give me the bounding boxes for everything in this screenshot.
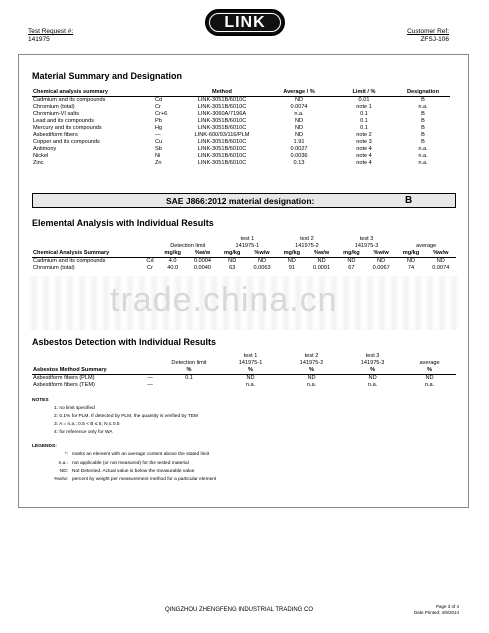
material-row — [32, 125, 450, 132]
asbestos-cell: 0.1 — [185, 375, 193, 381]
material-cell: LINK-3051B/6010C — [197, 139, 247, 145]
material-row — [32, 118, 450, 125]
material-cell: B — [421, 118, 425, 124]
ad-unit-cell: % — [281, 367, 342, 375]
watermark: trade.china.cn — [110, 281, 338, 319]
material-cell: note 3 — [356, 139, 372, 145]
ad-test-header: test 3 — [365, 353, 380, 359]
link-logo — [205, 9, 285, 36]
elemental-cell: 40.0 — [167, 265, 179, 271]
material-row — [32, 146, 450, 153]
legends-block — [32, 443, 216, 484]
note-text: A = n.a.; 0.5 < B ≤ 5; N ≤ 0.5 — [59, 422, 120, 427]
material-cell: Chromium (total) — [33, 104, 75, 110]
ad-unit-cell: Asbestos Method Summary — [32, 367, 142, 375]
elemental-cell: ND — [257, 258, 267, 264]
ea-units-row — [32, 250, 456, 258]
material-cell: LINK-3051B/6010C — [197, 104, 247, 110]
elemental-row — [32, 265, 456, 272]
note-item — [32, 429, 198, 437]
material-row — [32, 153, 450, 160]
elemental-analysis-table — [32, 236, 456, 272]
elemental-cell: 0.0074 — [432, 265, 450, 271]
ea-average-label: average — [416, 243, 437, 249]
legend-text: Not Detected. Actual value is below the measurable value — [72, 468, 195, 474]
elemental-cell: 0.0067 — [372, 265, 390, 271]
col-header — [154, 89, 178, 97]
ad-unit-cell: % — [158, 367, 220, 375]
material-cell: LINK-3051B/6010C — [197, 118, 247, 124]
ea-unit-cell: mg/kg — [337, 250, 366, 258]
ad-test-id-row — [32, 360, 456, 367]
material-cell: n.a. — [418, 146, 428, 152]
ea-test-header: test 3 — [359, 236, 374, 242]
material-row — [32, 132, 450, 139]
sae-designation-box — [32, 193, 456, 208]
ea-test-id-row — [32, 243, 456, 250]
material-row — [32, 160, 450, 167]
ad-average-label: average — [419, 360, 440, 366]
material-cell: Nickel — [33, 153, 49, 159]
asbestos-cell: n.a. — [367, 382, 378, 388]
asbestos-table — [32, 353, 456, 389]
material-cell: LINK-3051B/6010C — [197, 97, 247, 103]
elemental-cell: ND — [347, 258, 356, 264]
material-cell: Hg — [155, 125, 163, 131]
elemental-analysis-title: Elemental Analysis with Individual Results — [32, 218, 214, 228]
asbestos-cell: ND — [307, 375, 316, 381]
ad-test-id: 141975-3 — [360, 360, 385, 366]
legend-text: percent by weight per measurement method for a particular element — [72, 477, 217, 483]
material-cell: 0.0027 — [290, 146, 308, 152]
material-cell: 0.1 — [360, 125, 368, 131]
note-key: 4: — [54, 430, 59, 435]
ea-test-id: 141975-1 — [235, 243, 260, 249]
asbestos-cell: ND — [246, 375, 255, 381]
material-cell: n.a. — [418, 104, 428, 110]
legend-item — [32, 451, 216, 459]
material-cell: Sb — [155, 146, 162, 152]
ad-test-header: test 1 — [243, 353, 258, 359]
legend-item — [32, 468, 216, 476]
sae-designation-label: SAE J866:2012 material designation: — [166, 196, 315, 206]
material-row — [32, 139, 450, 146]
legend-item — [32, 476, 216, 484]
material-cell: n.a. — [294, 111, 304, 117]
material-row — [32, 111, 450, 118]
material-cell: Chromium-VI salts — [33, 111, 80, 117]
elemental-cell: Cd — [146, 258, 154, 264]
material-cell: 0.1 — [360, 118, 368, 124]
material-cell: 0.0074 — [290, 104, 308, 110]
col-header: Designation — [396, 89, 450, 97]
material-cell: Mercury and its compounds — [33, 125, 102, 131]
asbestos-row — [32, 375, 456, 383]
material-cell: Cr — [155, 104, 161, 110]
asbestos-cell: ND — [425, 375, 434, 381]
logo-ring — [209, 13, 281, 32]
customer-ref-value: ZFSJ-106 — [420, 36, 449, 43]
material-cell: — — [155, 132, 161, 138]
note-key: 3: — [54, 422, 59, 427]
material-cell: note 1 — [356, 104, 372, 110]
note-text: for reference only for WA — [59, 430, 113, 435]
material-cell: note 4 — [356, 160, 372, 166]
elemental-cell: ND — [436, 258, 445, 264]
customer-ref-block — [407, 28, 449, 44]
ea-unit-cell — [142, 250, 158, 258]
ad-test-header-row — [32, 353, 456, 360]
legend-key: n.a.: — [58, 460, 68, 466]
note-item — [32, 413, 198, 421]
ad-test-id: 141975-2 — [299, 360, 324, 366]
material-row — [32, 104, 450, 111]
elemental-cell: 91 — [288, 265, 295, 271]
elemental-cell: Cadmium and its compounds — [33, 258, 106, 264]
footer-meta — [414, 604, 459, 616]
ad-unit-cell: % — [220, 367, 281, 375]
material-cell: 0.1 — [360, 111, 368, 117]
elemental-cell: 4.0 — [168, 258, 177, 264]
ea-unit-cell: %w/w — [247, 250, 277, 258]
asbestos-cell: — — [147, 375, 153, 381]
asbestos-cell: n.a. — [424, 382, 435, 388]
material-cell: ND — [294, 118, 304, 124]
asbestos-title: Asbestos Detection with Individual Results — [32, 337, 217, 347]
ea-unit-cell: Chemical Analysis Summary — [32, 250, 142, 258]
material-cell: Ni — [155, 153, 161, 159]
material-cell: B — [421, 139, 425, 145]
material-cell: note 4 — [356, 146, 372, 152]
legend-key: *: — [64, 452, 68, 458]
col-header: Chemical analysis summary — [32, 89, 154, 97]
test-request-value: 141975 — [28, 36, 50, 43]
material-cell: Asbestiform fibers — [33, 132, 78, 138]
material-cell: LINK-3051B/6010C — [197, 125, 247, 131]
material-cell: note 4 — [356, 153, 372, 159]
legend-item — [32, 460, 216, 468]
material-summary-header-row — [32, 89, 450, 97]
material-cell: n.a. — [418, 160, 428, 166]
elemental-cell: Cr — [147, 265, 153, 271]
material-cell: note 2 — [356, 132, 372, 138]
legend-key: %w/w: — [54, 477, 68, 483]
asbestos-cell: Asbestiform fibers (TEM) — [33, 382, 95, 388]
asbestos-cell: Asbestiform fibers (PLM) — [33, 375, 95, 381]
asbestos-cell: — — [147, 382, 153, 388]
customer-ref-label: Customer Ref: — [407, 28, 449, 35]
ea-test-header: test 1 — [240, 236, 255, 242]
footer-date: Date Printed: 4/9/2014 — [413, 610, 459, 615]
elemental-cell: ND — [287, 258, 296, 264]
asbestos-cell: ND — [368, 375, 377, 381]
material-cell: ND — [294, 97, 304, 103]
asbestos-cell — [158, 382, 220, 389]
note-key: 2: — [54, 414, 59, 419]
ea-unit-cell: mg/kg — [158, 250, 187, 258]
material-cell: B — [421, 111, 425, 117]
elemental-cell: 0.0040 — [193, 265, 211, 271]
note-item — [32, 405, 198, 413]
material-cell: Copper and its compounds — [33, 139, 100, 145]
material-cell: LINK-3060A/7196A — [197, 111, 247, 117]
elemental-row — [32, 258, 456, 266]
material-cell: Antimony — [33, 146, 57, 152]
material-cell: n.a. — [418, 153, 428, 159]
col-header: Method — [178, 89, 266, 97]
ea-test-id: 141975-3 — [354, 243, 379, 249]
test-request-block — [28, 28, 73, 44]
asbestos-row — [32, 382, 456, 389]
material-cell: 0.01 — [358, 97, 370, 103]
material-cell: B — [421, 125, 425, 131]
ea-test-header-row — [32, 236, 456, 243]
material-cell: ND — [294, 132, 304, 138]
legend-text: not applicable (or not measured) for the tested material — [72, 460, 189, 466]
footer-page: Page 3 of 4 — [435, 604, 459, 609]
ea-unit-cell: %w/w — [306, 250, 336, 258]
elemental-cell: 67 — [348, 265, 355, 271]
ad-test-id: 141975-1 — [238, 360, 263, 366]
material-cell: Cd — [155, 97, 163, 103]
material-cell: B — [421, 97, 425, 103]
notes-block — [32, 397, 198, 437]
ad-unit-cell: % — [403, 367, 456, 375]
ea-unit-cell: %w/w — [426, 250, 456, 258]
material-cell: LINK-3051B/6010C — [197, 153, 247, 159]
ea-test-header: test 2 — [300, 236, 314, 242]
ea-test-id: 141975-2 — [295, 243, 319, 249]
ea-unit-cell: %w/w — [187, 250, 217, 258]
ea-unit-cell: mg/kg — [277, 250, 306, 258]
ad-test-header: test 2 — [304, 353, 319, 359]
material-cell: LINK-600/93/116/PLM — [194, 132, 250, 138]
material-cell: ND — [294, 125, 304, 131]
asbestos-cell: n.a. — [245, 382, 256, 388]
ea-unit-cell: mg/kg — [396, 250, 425, 258]
material-cell: Zinc — [33, 160, 44, 166]
elemental-cell: 63 — [229, 265, 236, 271]
material-summary-title: Material Summary and Designation — [32, 71, 183, 81]
ad-units-row — [32, 367, 456, 375]
material-cell: Cu — [155, 139, 163, 145]
material-row — [32, 97, 450, 105]
material-cell: Cadmium and its compounds — [33, 97, 106, 103]
notes-title: NOTES — [32, 398, 49, 403]
material-cell: 1.91 — [293, 139, 305, 145]
elemental-cell: ND — [317, 258, 326, 264]
elemental-cell: 0.0063 — [253, 265, 271, 271]
material-cell: 0.0036 — [290, 153, 308, 159]
legend-text: marks an element with an average content above the stated limit — [72, 452, 210, 458]
material-cell: Lead and its compounds — [33, 118, 94, 124]
material-cell: B — [421, 132, 425, 138]
material-cell: Pb — [155, 118, 162, 124]
asbestos-cell: n.a. — [306, 382, 317, 388]
material-summary-table — [32, 89, 450, 167]
note-item — [32, 421, 198, 429]
material-cell: Cr+6 — [155, 111, 168, 117]
material-cell: LINK-3051B/6010C — [197, 146, 247, 152]
note-text: no limit specified — [59, 406, 95, 411]
col-header: Average / % — [266, 89, 332, 97]
elemental-cell: ND — [406, 258, 415, 264]
legend-key: ND: — [59, 468, 68, 474]
ea-unit-cell: mg/kg — [218, 250, 247, 258]
ad-detection-limit-label: Detection limit — [171, 360, 207, 366]
elemental-cell: 0.0004 — [193, 258, 211, 264]
elemental-cell: 74 — [407, 265, 415, 271]
material-cell: Zn — [155, 160, 162, 166]
note-key: 1: — [54, 406, 59, 411]
material-cell: LINK-3051B/6010C — [197, 160, 247, 166]
elemental-cell: ND — [228, 258, 237, 264]
ea-unit-cell: %w/w — [366, 250, 396, 258]
sae-designation-value: B — [405, 195, 413, 206]
col-header: Limit / % — [332, 89, 396, 97]
test-request-label: Test Request #: — [28, 28, 74, 35]
ad-unit-cell: % — [342, 367, 403, 375]
footer-company: QINGZHOU ZHENGFENG INDUSTRIAL TRADING CO — [165, 607, 314, 613]
ea-detection-limit-label: Detection limit — [170, 243, 206, 249]
elemental-cell: ND — [377, 258, 386, 264]
elemental-cell: 0.0091 — [313, 265, 331, 271]
logo-text: LINK — [224, 13, 266, 31]
ad-unit-cell — [142, 367, 158, 375]
elemental-cell: Chromium (total) — [33, 265, 75, 271]
legends-title: LEGENDS: — [32, 444, 57, 449]
material-cell: 0.13 — [293, 160, 305, 166]
note-text: 0.1% for PLM. If detected by PLM, the quantity is verified by TEM — [59, 414, 198, 419]
